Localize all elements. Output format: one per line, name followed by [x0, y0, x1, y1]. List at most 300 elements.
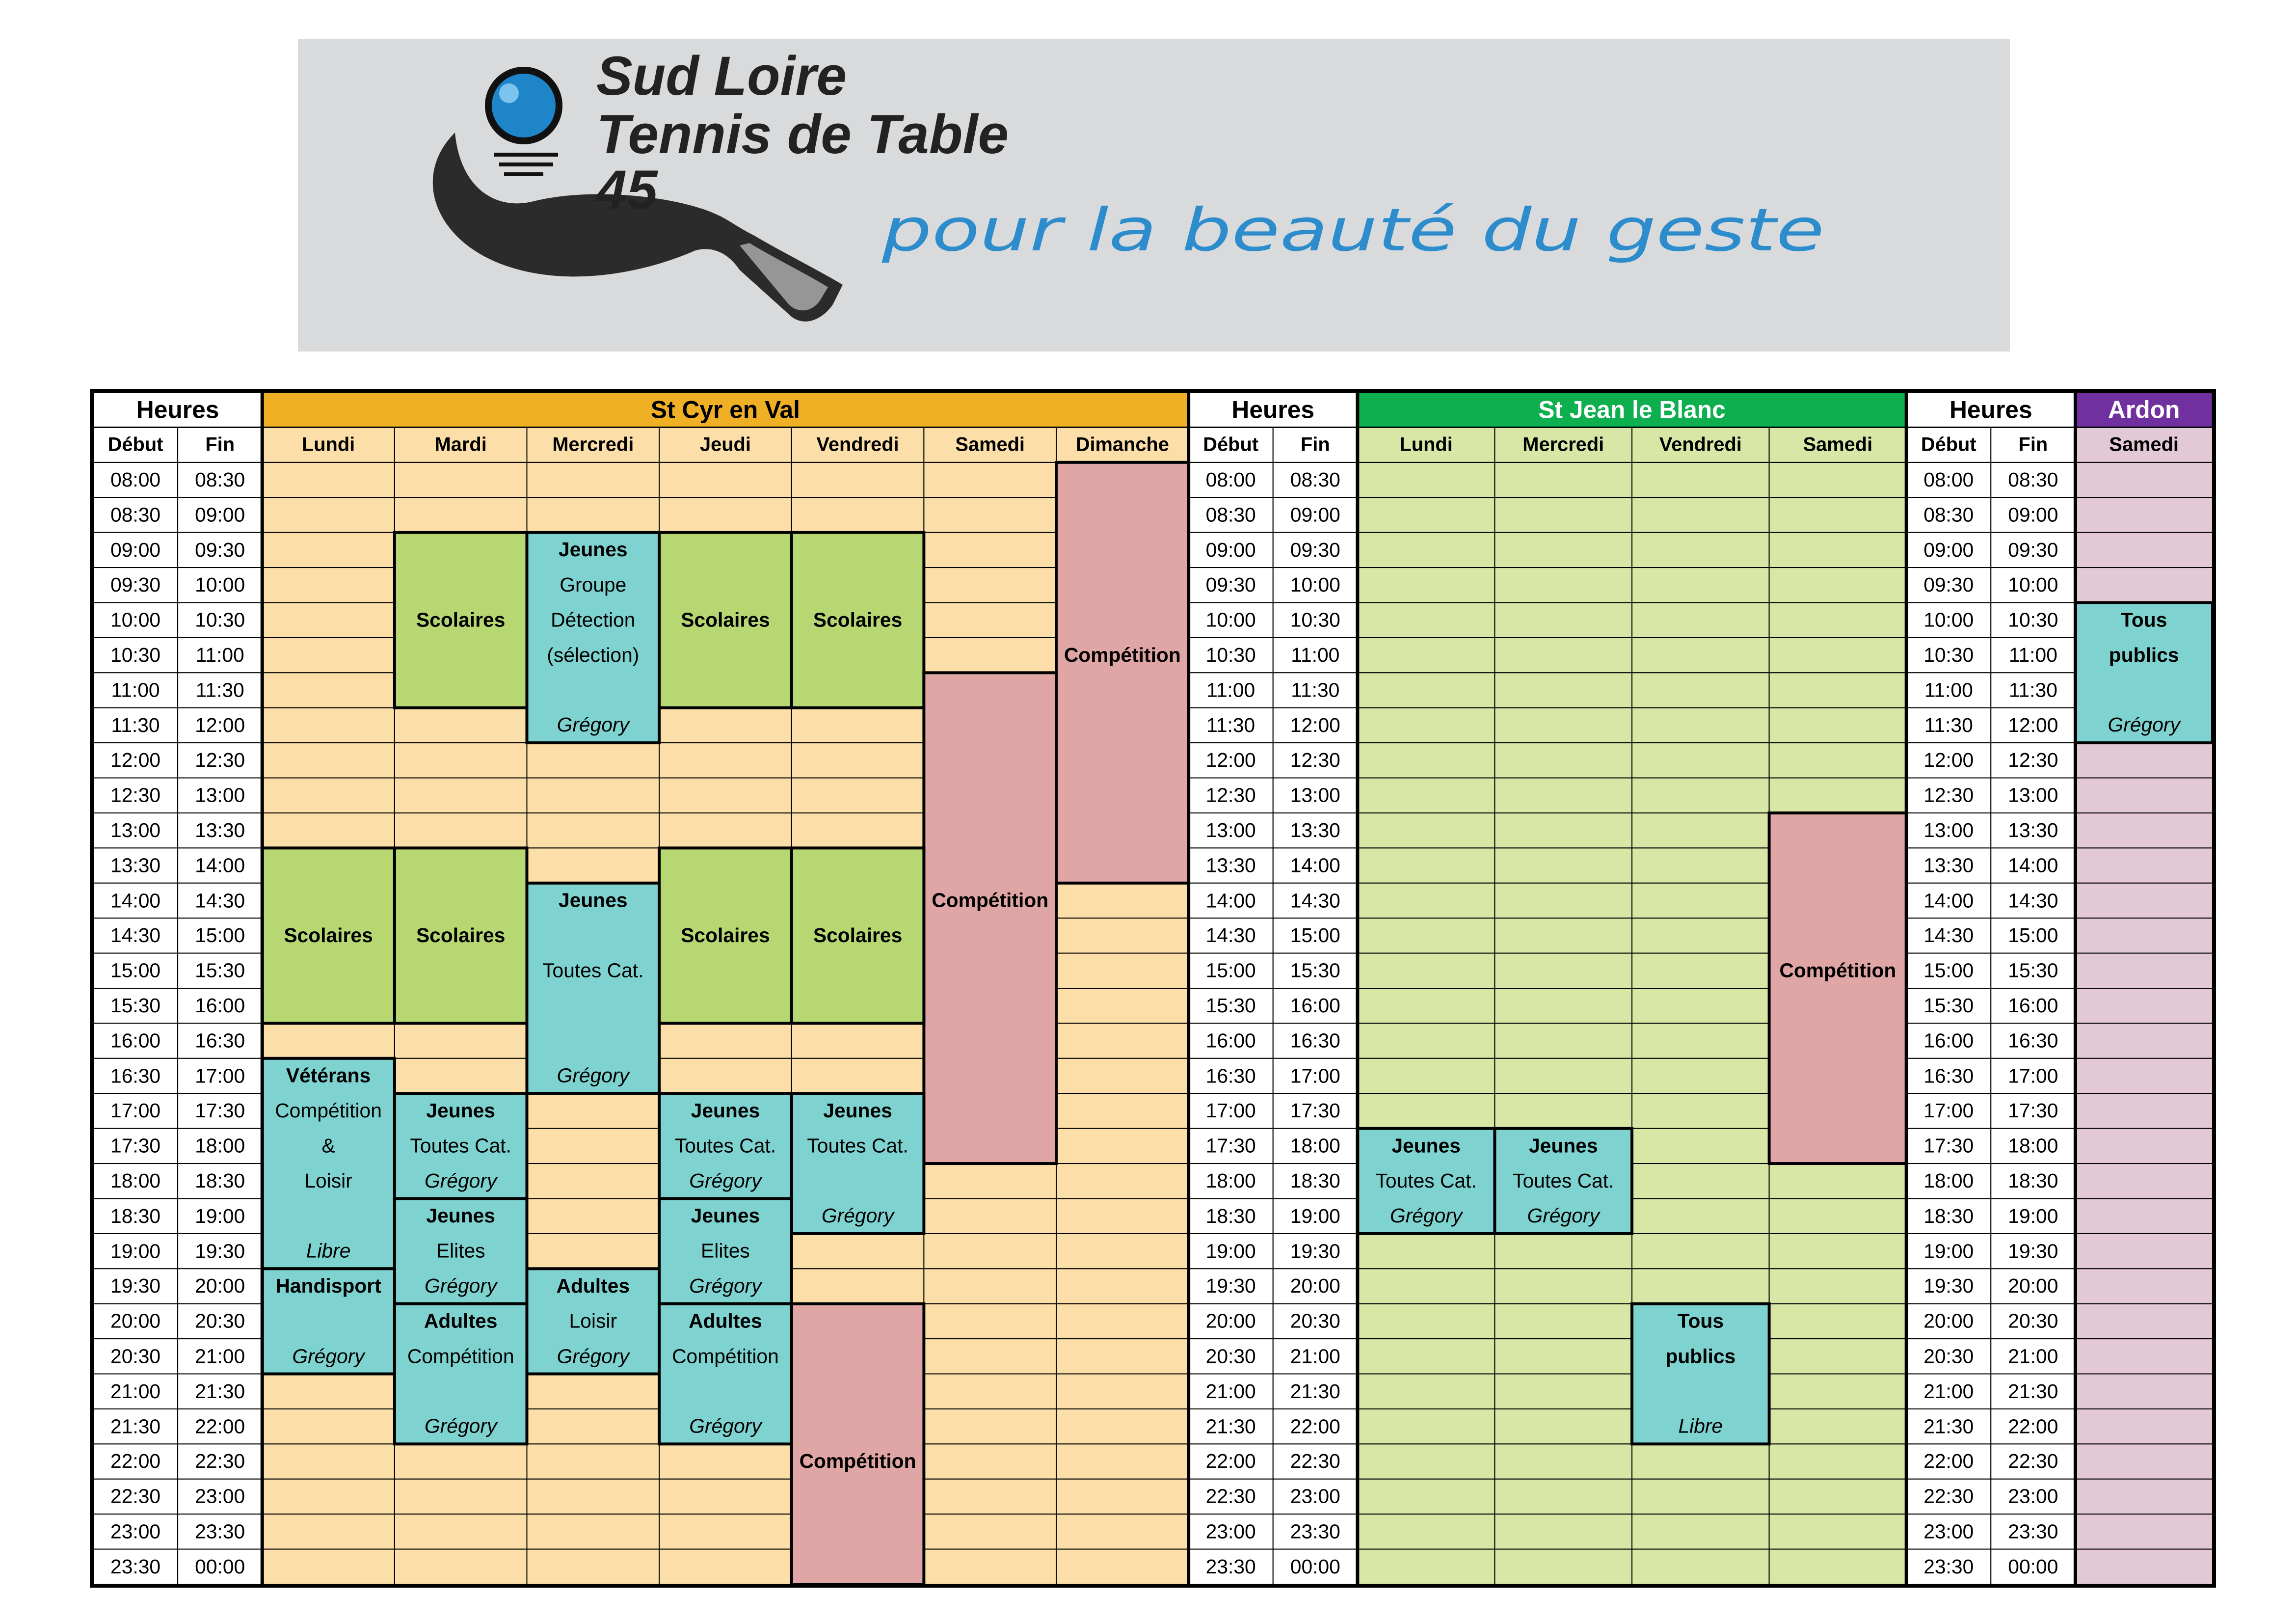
- time-start: 16:30: [1205, 1064, 1256, 1087]
- activity-line: Compétition: [932, 889, 1049, 912]
- empty-slot: [527, 1409, 659, 1444]
- empty-slot: [1358, 778, 1495, 813]
- activity-jeunes: [792, 1093, 924, 1234]
- empty-slot: [527, 1234, 659, 1269]
- empty-slot: [924, 1339, 1056, 1374]
- activity-line: publics: [2109, 643, 2179, 666]
- time-start: 14:30: [1205, 924, 1256, 947]
- time-end: 17:30: [2008, 1099, 2058, 1122]
- empty-slot: [2075, 1058, 2213, 1093]
- activity-line: Grégory: [424, 1274, 497, 1297]
- time-start: 10:00: [1923, 608, 1974, 631]
- time-end: 16:30: [1290, 1029, 1340, 1052]
- time-start: 12:00: [1205, 749, 1256, 772]
- empty-slot: [527, 848, 659, 883]
- time-end: 23:00: [195, 1485, 245, 1508]
- empty-slot: [395, 1549, 527, 1584]
- empty-slot: [1769, 533, 1907, 568]
- empty-slot: [2075, 1549, 2213, 1584]
- activity-line: Toutes Cat.: [410, 1134, 511, 1157]
- time-end: 20:30: [1290, 1310, 1340, 1332]
- time-end: 09:00: [2008, 503, 2058, 526]
- empty-slot: [1632, 708, 1769, 743]
- time-start: 10:30: [1205, 644, 1256, 666]
- time-start: 18:00: [1205, 1169, 1256, 1192]
- activity-line: Elites: [436, 1239, 485, 1262]
- empty-slot: [1495, 533, 1632, 568]
- time-end: 15:00: [195, 924, 245, 947]
- activity-competition: [1769, 813, 1907, 1163]
- activity-jeunes: [395, 1198, 527, 1303]
- tagline: pour la beauté du geste: [881, 196, 1824, 265]
- time-start: 23:30: [1923, 1555, 1974, 1578]
- empty-slot: [395, 1058, 527, 1093]
- empty-slot: [1495, 778, 1632, 813]
- column-header-0: Début: [107, 433, 163, 456]
- time-end: 19:00: [1290, 1204, 1340, 1227]
- empty-slot: [395, 1514, 527, 1549]
- time-end: 13:30: [2008, 819, 2058, 842]
- empty-slot: [395, 743, 527, 778]
- time-end: 16:30: [195, 1029, 245, 1052]
- time-start: 09:30: [110, 573, 161, 596]
- empty-slot: [395, 813, 527, 848]
- time-start: 20:00: [110, 1310, 161, 1332]
- activity-line: Grégory: [557, 1064, 629, 1087]
- empty-slot: [262, 462, 395, 497]
- time-end: 11:30: [1291, 678, 1340, 702]
- time-end: 17:00: [195, 1064, 245, 1087]
- time-start: 19:00: [1923, 1240, 1974, 1262]
- time-start: 16:00: [1205, 1029, 1256, 1052]
- time-start: 11:00: [1924, 678, 1973, 702]
- time-end: 12:30: [195, 749, 245, 772]
- empty-slot: [792, 708, 924, 743]
- empty-slot: [1358, 462, 1495, 497]
- activity-jeunes: [659, 1093, 792, 1198]
- activity-scolaires: [792, 533, 924, 708]
- time-end: 10:00: [2008, 573, 2058, 596]
- empty-slot: [1769, 462, 1907, 497]
- time-start: 20:30: [1205, 1345, 1256, 1368]
- empty-slot: [1495, 1058, 1632, 1093]
- empty-slot: [792, 1234, 924, 1269]
- activity-line: Jeunes: [426, 1204, 495, 1227]
- time-start: 17:30: [1205, 1134, 1256, 1157]
- empty-slot: [2075, 883, 2213, 918]
- empty-slot: [527, 1374, 659, 1409]
- time-start: 11:30: [111, 714, 160, 736]
- activity-jeunes: [1495, 1129, 1632, 1234]
- empty-slot: [1495, 743, 1632, 778]
- empty-slot: [1769, 708, 1907, 743]
- empty-slot: [1358, 673, 1495, 707]
- section-st-jean-le-blanc-label: St Jean le Blanc: [1538, 396, 1726, 424]
- time-end: 13:00: [2008, 784, 2058, 807]
- time-start: 16:30: [110, 1064, 161, 1087]
- empty-slot: [1632, 497, 1769, 532]
- empty-slot: [924, 1269, 1056, 1303]
- empty-slot: [395, 1444, 527, 1479]
- time-start: 13:00: [110, 819, 161, 842]
- time-end: 11:00: [2008, 644, 2057, 666]
- time-start: 14:00: [1923, 889, 1974, 912]
- empty-slot: [1632, 1058, 1769, 1093]
- column-header-1: Fin: [205, 433, 235, 456]
- time-start: 15:30: [1205, 994, 1256, 1017]
- empty-slot: [1495, 1023, 1632, 1058]
- empty-slot: [2075, 1514, 2213, 1549]
- time-end: 10:00: [1290, 573, 1340, 596]
- time-end: 21:30: [195, 1380, 245, 1403]
- time-end: 18:00: [2008, 1134, 2058, 1157]
- empty-slot: [924, 638, 1056, 673]
- column-header-15: Début: [1921, 433, 1976, 456]
- activity-line: Compétition: [672, 1345, 779, 1367]
- time-start: 22:30: [110, 1485, 161, 1508]
- time-start: 12:30: [1205, 784, 1256, 807]
- empty-slot: [1632, 778, 1769, 813]
- column-header-16: Fin: [2018, 433, 2048, 456]
- activity-line: Jeunes: [559, 538, 628, 561]
- empty-slot: [262, 1514, 395, 1549]
- column-header-7: Samedi: [955, 433, 1025, 456]
- empty-slot: [1495, 1234, 1632, 1269]
- time-end: 20:30: [195, 1310, 245, 1332]
- empty-slot: [1495, 497, 1632, 532]
- empty-slot: [2075, 1129, 2213, 1163]
- empty-slot: [1358, 497, 1495, 532]
- time-start: 10:30: [1923, 644, 1974, 666]
- activity-jeunes: [1632, 1304, 1769, 1444]
- empty-slot: [924, 1374, 1056, 1409]
- time-end: 22:30: [1290, 1450, 1340, 1473]
- time-start: 23:30: [110, 1555, 161, 1578]
- empty-slot: [2075, 1444, 2213, 1479]
- time-start: 12:00: [110, 749, 161, 772]
- empty-slot: [1495, 1444, 1632, 1479]
- empty-slot: [262, 778, 395, 813]
- activity-line: Adultes: [556, 1274, 630, 1297]
- activity-line: Libre: [1678, 1414, 1723, 1437]
- logo-line-3: 45: [596, 159, 658, 220]
- time-start: 15:00: [110, 959, 161, 982]
- activity-line: Scolaires: [681, 924, 770, 947]
- empty-slot: [1358, 568, 1495, 602]
- activity-line: Vétérans: [286, 1064, 371, 1087]
- time-start: 22:30: [1205, 1485, 1256, 1508]
- empty-slot: [1358, 1093, 1495, 1128]
- time-end: 15:30: [2008, 959, 2058, 982]
- empty-slot: [1495, 883, 1632, 918]
- empty-slot: [2075, 497, 2213, 532]
- empty-slot: [2075, 778, 2213, 813]
- empty-slot: [792, 1058, 924, 1093]
- empty-slot: [924, 1163, 1056, 1198]
- empty-slot: [2075, 918, 2213, 953]
- empty-slot: [1358, 743, 1495, 778]
- empty-slot: [2075, 1163, 2213, 1198]
- time-end: 22:30: [195, 1450, 245, 1473]
- time-end: 13:30: [1290, 819, 1340, 842]
- time-start: 08:30: [110, 503, 161, 526]
- empty-slot: [1632, 1479, 1769, 1514]
- time-end: 22:30: [2008, 1450, 2058, 1473]
- activity-line: Détection: [551, 608, 636, 631]
- empty-slot: [527, 743, 659, 778]
- time-start: 13:00: [1205, 819, 1256, 842]
- time-end: 19:30: [2008, 1240, 2058, 1262]
- activity-line: Adultes: [689, 1309, 762, 1332]
- empty-slot: [659, 497, 792, 532]
- empty-slot: [1056, 1339, 1189, 1374]
- empty-slot: [1632, 602, 1769, 637]
- time-start: 17:00: [1923, 1099, 1974, 1122]
- empty-slot: [262, 1444, 395, 1479]
- column-header-17: Samedi: [2109, 433, 2179, 456]
- empty-slot: [395, 1479, 527, 1514]
- empty-slot: [1632, 462, 1769, 497]
- time-start: 18:00: [110, 1169, 161, 1192]
- time-start: 08:00: [1923, 468, 1974, 491]
- time-end: 14:30: [2008, 889, 2058, 912]
- time-start: 23:00: [1205, 1520, 1256, 1543]
- activity-line: Tous: [1677, 1309, 1724, 1332]
- column-header-2: Lundi: [301, 433, 355, 456]
- time-start: 11:00: [111, 678, 160, 702]
- activity-jeunes: [659, 1198, 792, 1303]
- time-start: 13:30: [1205, 854, 1256, 877]
- time-start: 17:00: [1205, 1099, 1256, 1122]
- empty-slot: [1769, 778, 1907, 813]
- section-heures-2-label: Heures: [1231, 396, 1315, 424]
- empty-slot: [262, 673, 395, 707]
- empty-slot: [792, 1269, 924, 1303]
- empty-slot: [659, 1514, 792, 1549]
- empty-slot: [1769, 497, 1907, 532]
- time-start: 21:30: [110, 1415, 161, 1438]
- empty-slot: [1358, 988, 1495, 1023]
- activity-line: publics: [1665, 1345, 1736, 1367]
- empty-slot: [1056, 1023, 1189, 1058]
- empty-slot: [1358, 848, 1495, 883]
- time-start: 15:00: [1923, 959, 1974, 982]
- empty-slot: [1056, 1163, 1189, 1198]
- time-end: 18:30: [2008, 1169, 2058, 1192]
- empty-slot: [924, 1549, 1056, 1584]
- empty-slot: [262, 568, 395, 602]
- empty-slot: [1632, 1269, 1769, 1303]
- time-end: 23:00: [2008, 1485, 2058, 1508]
- time-end: 00:00: [1290, 1555, 1340, 1578]
- logo-line-2: Tennis de Table: [596, 104, 1009, 165]
- empty-slot: [1632, 743, 1769, 778]
- empty-slot: [1056, 953, 1189, 988]
- club-logo: [298, 39, 2010, 352]
- activity-competition: [1056, 462, 1189, 883]
- activity-line: Scolaires: [681, 608, 770, 631]
- time-start: 23:00: [1923, 1520, 1974, 1543]
- empty-slot: [1632, 953, 1769, 988]
- empty-slot: [1769, 1409, 1907, 1444]
- empty-slot: [1769, 1234, 1907, 1269]
- empty-slot: [1632, 1163, 1769, 1198]
- empty-slot: [1495, 1514, 1632, 1549]
- activity-line: Jeunes: [559, 889, 628, 912]
- time-start: 09:00: [1205, 538, 1256, 561]
- activity-line: Grégory: [2108, 713, 2180, 736]
- empty-slot: [1358, 1058, 1495, 1093]
- empty-slot: [1495, 1479, 1632, 1514]
- time-start: 08:30: [1205, 503, 1256, 526]
- empty-slot: [1056, 1374, 1189, 1409]
- empty-slot: [1358, 1549, 1495, 1584]
- empty-slot: [1056, 1058, 1189, 1093]
- time-end: 00:00: [195, 1555, 245, 1578]
- time-start: 15:30: [1923, 994, 1974, 1017]
- time-end: 22:00: [2008, 1415, 2058, 1438]
- activity-line: Toutes Cat.: [674, 1134, 776, 1157]
- activity-line: Jeunes: [426, 1099, 495, 1122]
- activity-jeunes: [395, 1304, 527, 1444]
- empty-slot: [924, 462, 1056, 497]
- time-start: 13:30: [1923, 854, 1974, 877]
- time-end: 11:00: [1291, 644, 1340, 666]
- empty-slot: [1358, 1234, 1495, 1269]
- empty-slot: [1056, 918, 1189, 953]
- empty-slot: [1769, 1444, 1907, 1479]
- time-start: 15:00: [1205, 959, 1256, 982]
- time-start: 12:30: [110, 784, 161, 807]
- time-start: 20:00: [1205, 1310, 1256, 1332]
- empty-slot: [659, 1549, 792, 1584]
- empty-slot: [262, 1409, 395, 1444]
- empty-slot: [1769, 568, 1907, 602]
- time-start: 09:00: [110, 538, 161, 561]
- empty-slot: [1358, 918, 1495, 953]
- activity-line: Grégory: [557, 1345, 629, 1367]
- empty-slot: [2075, 1409, 2213, 1444]
- time-start: 22:00: [1923, 1450, 1974, 1473]
- empty-slot: [1769, 1198, 1907, 1233]
- activity-scolaires: [792, 848, 924, 1023]
- empty-slot: [659, 462, 792, 497]
- time-start: 09:30: [1923, 573, 1974, 596]
- empty-slot: [1769, 1374, 1907, 1409]
- empty-slot: [262, 602, 395, 637]
- empty-slot: [1769, 1514, 1907, 1549]
- empty-slot: [2075, 568, 2213, 602]
- activity-jeunes: [2075, 602, 2213, 743]
- empty-slot: [1495, 462, 1632, 497]
- activity-line: Grégory: [689, 1169, 762, 1192]
- club-banner: [298, 39, 2010, 352]
- time-end: 14:30: [195, 889, 245, 912]
- ball-icon: [488, 70, 559, 141]
- empty-slot: [1358, 638, 1495, 673]
- time-end: 22:00: [195, 1415, 245, 1438]
- activity-line: Compétition: [799, 1450, 916, 1473]
- time-start: 13:00: [1923, 819, 1974, 842]
- activity-line: Grégory: [821, 1204, 894, 1227]
- empty-slot: [527, 778, 659, 813]
- empty-slot: [1056, 883, 1189, 918]
- empty-slot: [1495, 1339, 1632, 1374]
- section-st-cyr-en-val-label: St Cyr en Val: [650, 396, 801, 424]
- empty-slot: [527, 497, 659, 532]
- time-end: 13:00: [195, 784, 245, 807]
- time-start: 20:00: [1923, 1310, 1974, 1332]
- empty-slot: [659, 743, 792, 778]
- empty-slot: [1769, 743, 1907, 778]
- column-header-11: Lundi: [1399, 433, 1453, 456]
- activity-line: Jeunes: [823, 1099, 892, 1122]
- time-start: 18:30: [1923, 1204, 1974, 1227]
- time-end: 17:00: [2008, 1064, 2058, 1087]
- column-header-12: Mercredi: [1522, 433, 1604, 456]
- time-end: 16:30: [2008, 1029, 2058, 1052]
- empty-slot: [2075, 462, 2213, 497]
- empty-slot: [2075, 1234, 2213, 1269]
- empty-slot: [1632, 1129, 1769, 1163]
- activity-competition: [924, 673, 1056, 1163]
- activity-line: Toutes Cat.: [807, 1134, 908, 1157]
- empty-slot: [1632, 533, 1769, 568]
- empty-slot: [1056, 1479, 1189, 1514]
- time-end: 15:30: [1290, 959, 1340, 982]
- empty-slot: [659, 813, 792, 848]
- section-heures-3-label: Heures: [1949, 396, 2032, 424]
- empty-slot: [527, 1198, 659, 1233]
- empty-slot: [395, 778, 527, 813]
- time-end: 12:00: [195, 714, 245, 736]
- empty-slot: [792, 813, 924, 848]
- activity-scolaires: [659, 848, 792, 1023]
- empty-slot: [2075, 1198, 2213, 1233]
- time-end: 08:30: [1290, 468, 1340, 491]
- time-end: 21:30: [1290, 1380, 1340, 1403]
- time-end: 14:30: [1290, 889, 1340, 912]
- time-end: 16:00: [195, 994, 245, 1017]
- empty-slot: [1495, 1549, 1632, 1584]
- empty-slot: [2075, 1374, 2213, 1409]
- column-header-3: Mardi: [434, 433, 487, 456]
- empty-slot: [1495, 673, 1632, 707]
- empty-slot: [1358, 708, 1495, 743]
- empty-slot: [924, 1234, 1056, 1269]
- empty-slot: [1056, 1198, 1189, 1233]
- time-end: 19:30: [195, 1240, 245, 1262]
- time-start: 19:00: [110, 1240, 161, 1262]
- time-end: 14:00: [195, 854, 245, 877]
- empty-slot: [2075, 1093, 2213, 1128]
- empty-slot: [1632, 568, 1769, 602]
- time-start: 09:30: [1205, 573, 1256, 596]
- activity-line: Libre: [306, 1239, 351, 1262]
- time-end: 12:00: [1290, 714, 1340, 736]
- empty-slot: [527, 813, 659, 848]
- empty-slot: [1632, 1444, 1769, 1479]
- empty-slot: [1358, 1479, 1495, 1514]
- empty-slot: [1769, 1269, 1907, 1303]
- time-start: 19:00: [1205, 1240, 1256, 1262]
- time-start: 17:30: [1923, 1134, 1974, 1157]
- empty-slot: [1358, 1269, 1495, 1303]
- empty-slot: [659, 1023, 792, 1058]
- time-end: 15:00: [2008, 924, 2058, 947]
- empty-slot: [659, 708, 792, 743]
- time-end: 23:00: [1290, 1485, 1340, 1508]
